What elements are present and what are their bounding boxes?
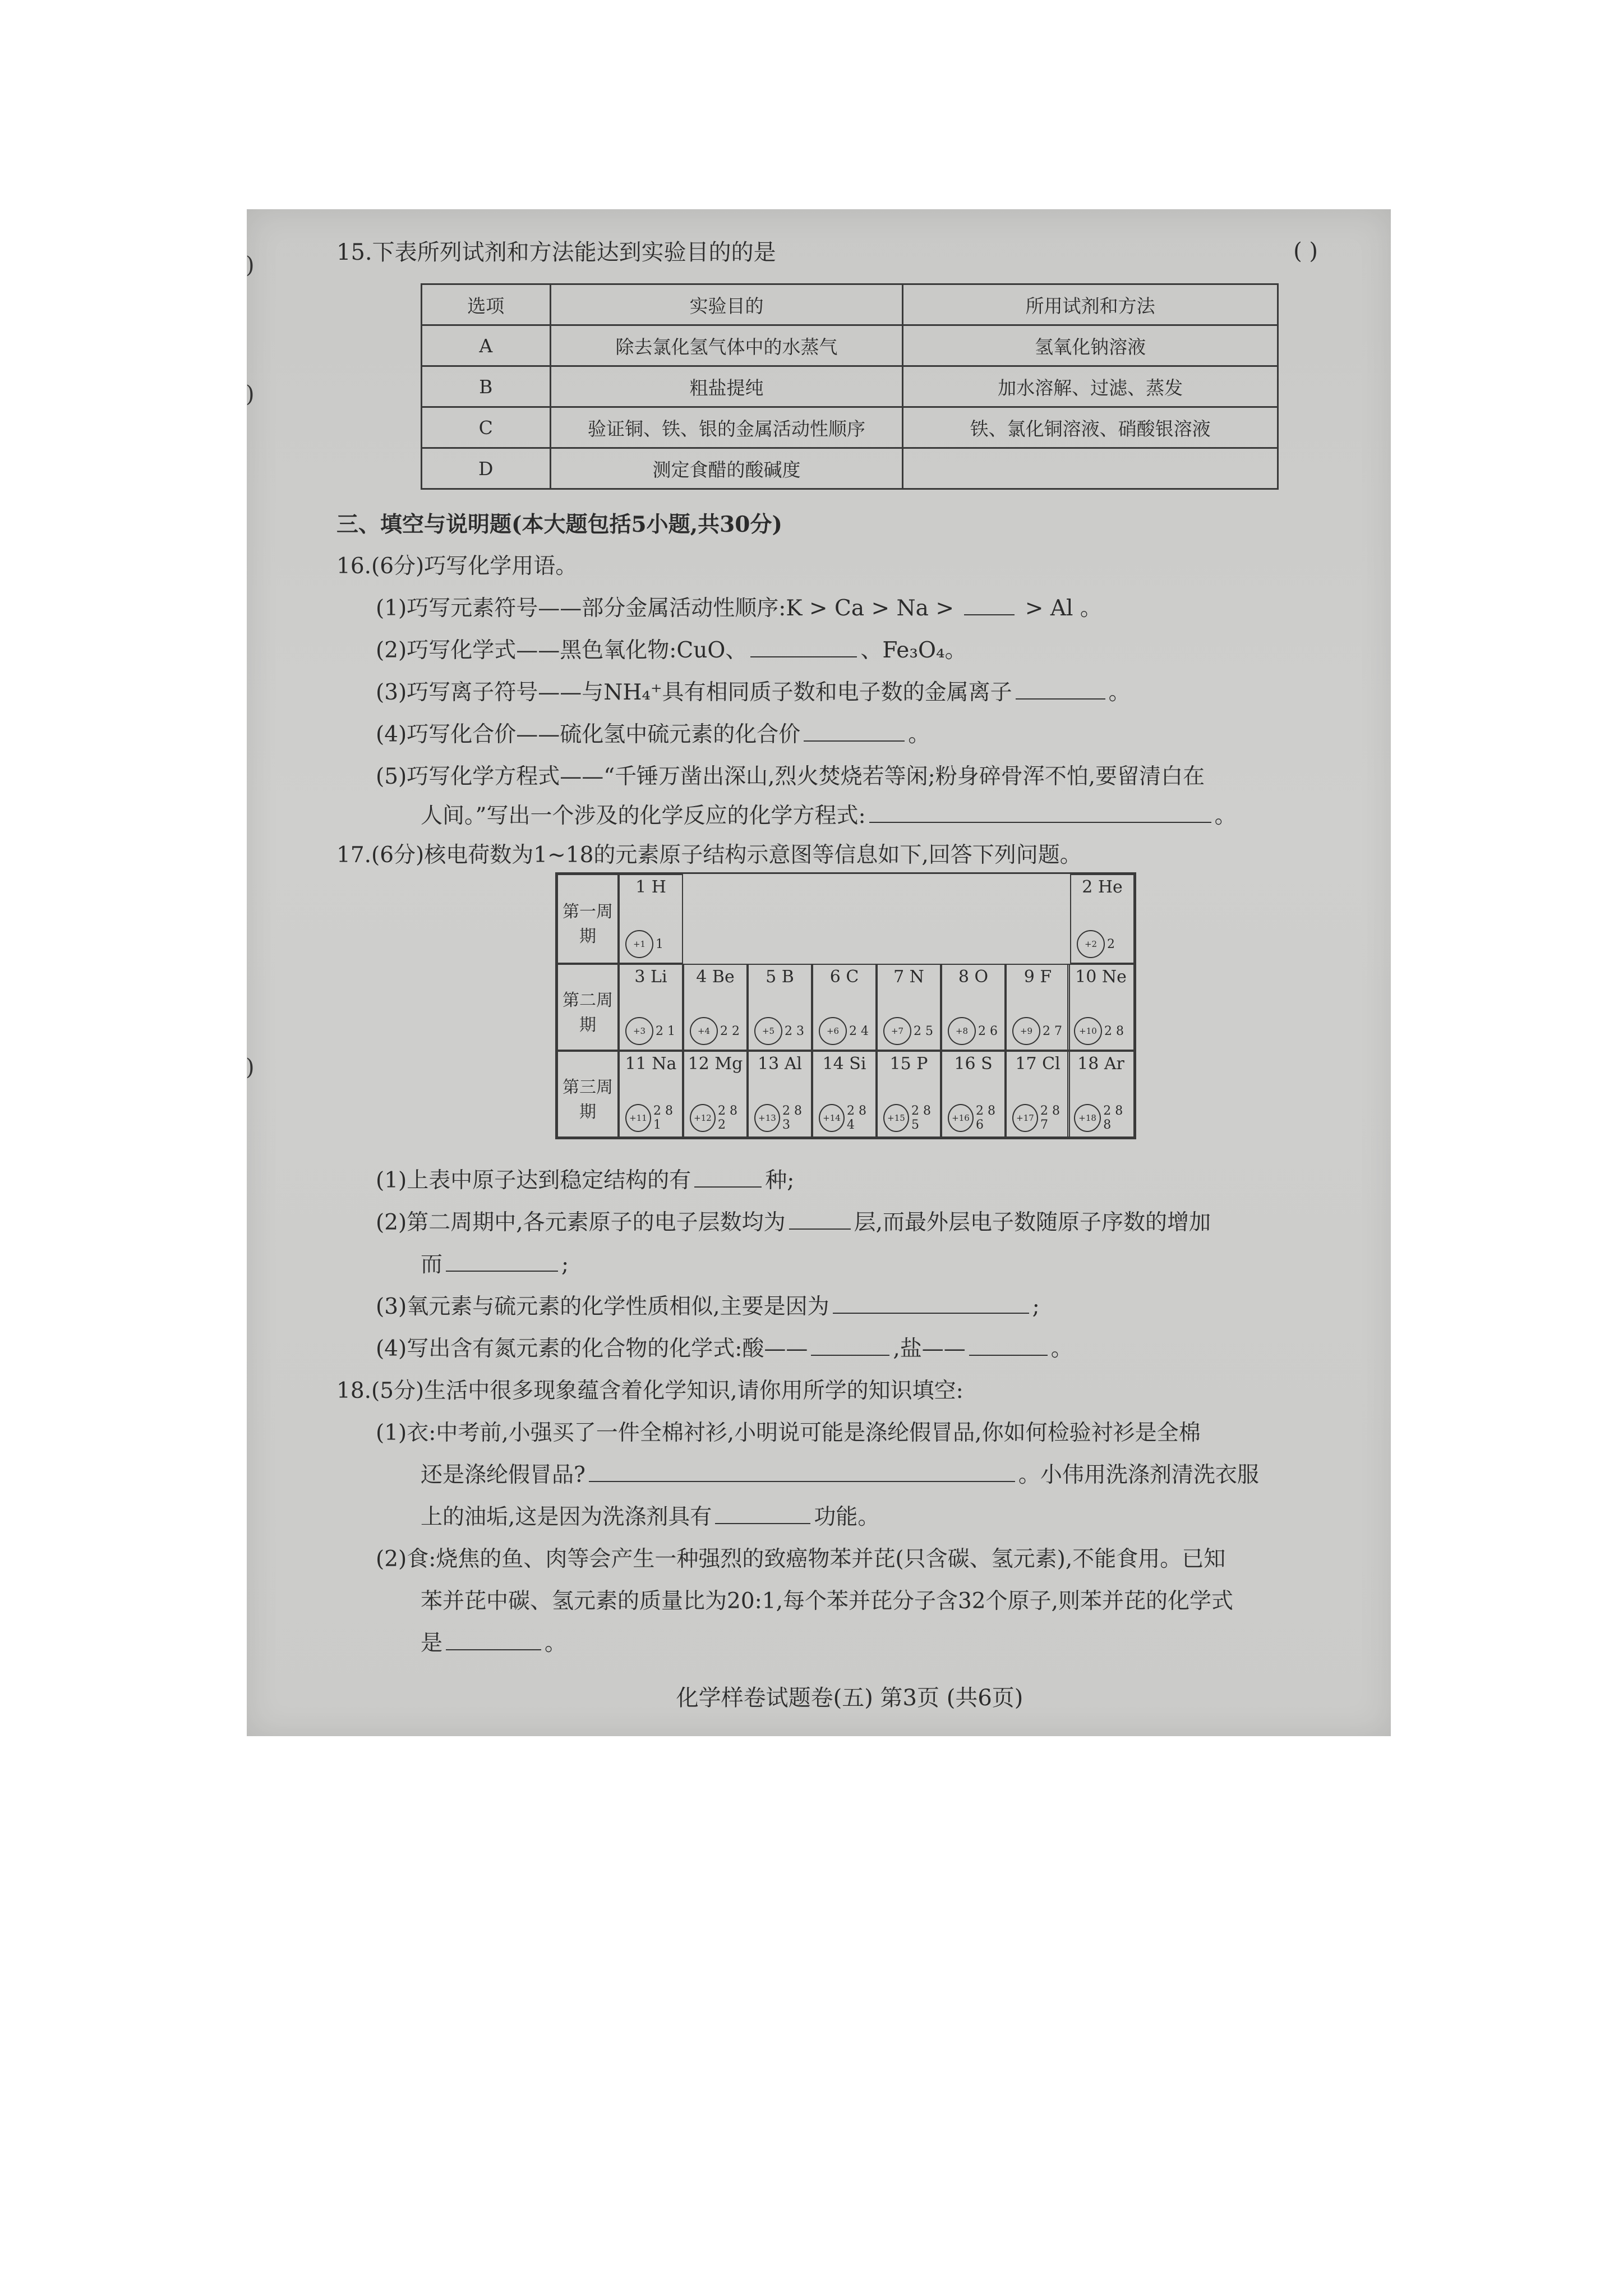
table-cell: B xyxy=(422,366,551,407)
electron-shells: 2 4 xyxy=(849,1024,869,1038)
element-name: 6 C xyxy=(829,967,859,987)
q17-item: (3)氧元素与硫元素的化学性质相似,主要是因为 ; xyxy=(376,1294,1040,1319)
q18-item: 是 。 xyxy=(421,1631,567,1656)
periodic-table xyxy=(555,872,1136,1139)
element-name: 17 Cl xyxy=(1015,1054,1061,1074)
atom-diagram xyxy=(1012,1104,1069,1132)
table-header: 所用试剂和方法 xyxy=(903,284,1278,325)
atom-diagram xyxy=(948,1104,1004,1132)
atom-diagram xyxy=(690,1017,740,1045)
element-name: 12 Mg xyxy=(688,1054,743,1074)
edge-mark: ) xyxy=(246,252,255,278)
nucleus: +9 xyxy=(1012,1017,1040,1045)
atom-diagram xyxy=(883,1104,940,1132)
element-name: 15 P xyxy=(889,1054,928,1074)
atom-diagram xyxy=(1077,930,1115,958)
table-cell: 除去氯化氢气体中的水蒸气 xyxy=(550,325,903,366)
electron-shells: 2 xyxy=(1107,937,1115,951)
electron-shells: 2 8 5 xyxy=(911,1104,931,1132)
table-row xyxy=(422,366,1278,407)
answer-blank[interactable] xyxy=(589,1462,1015,1482)
answer-blank[interactable] xyxy=(969,1336,1048,1356)
element-name: 13 Al xyxy=(758,1054,802,1074)
period-label: 第二周期 xyxy=(557,964,619,1051)
table-cell: D xyxy=(422,448,551,489)
answer-blank[interactable] xyxy=(811,1336,889,1356)
nucleus: +4 xyxy=(690,1017,718,1045)
q18-item: 上的油垢,这是因为洗涤剂具有 功能。 xyxy=(421,1504,880,1530)
nucleus: +18 xyxy=(1074,1104,1101,1132)
element-name: 18 Ar xyxy=(1077,1054,1124,1074)
edge-mark: ) xyxy=(246,1055,255,1080)
answer-blank[interactable] xyxy=(1016,679,1105,700)
q18-item: (2)食:烧焦的鱼、肉等会产生一种强烈的致癌物苯并芘(只含碳、氢元素),不能食用。已知 xyxy=(376,1547,1226,1572)
answer-blank[interactable] xyxy=(804,721,905,742)
table-header: 选项 xyxy=(422,284,551,325)
q17-item: (1)上表中原子达到稳定结构的有 种; xyxy=(376,1168,795,1193)
atom-diagram xyxy=(1074,1104,1133,1132)
element-cell xyxy=(877,1051,941,1138)
nucleus: +5 xyxy=(754,1017,782,1045)
element-cell xyxy=(748,1051,812,1138)
q18-item: 苯并芘中碳、氢元素的质量比为20:1,每个苯并芘分子含32个原子,则苯并芘的化学式 xyxy=(421,1589,1233,1614)
table-row xyxy=(422,407,1278,448)
element-name: 8 O xyxy=(958,967,989,987)
atom-diagram xyxy=(754,1104,811,1132)
element-name: 1 H xyxy=(635,877,666,897)
q16-item: 人间。”写出一个涉及的化学反应的化学方程式: 。 xyxy=(421,803,1237,829)
electron-shells: 2 8 4 xyxy=(846,1104,866,1132)
electron-shells: 2 8 1 xyxy=(653,1104,673,1132)
nucleus: +14 xyxy=(819,1104,845,1132)
q17-item: (2)第二周期中,各元素原子的电子层数均为 层,而最外层电子数随原子序数的增加 xyxy=(376,1210,1211,1235)
nucleus: +12 xyxy=(690,1104,716,1132)
element-cell xyxy=(812,964,877,1051)
electron-shells: 2 8 xyxy=(1104,1024,1124,1038)
electron-shells: 2 6 xyxy=(978,1024,998,1038)
table-row xyxy=(422,325,1278,366)
answer-blank[interactable] xyxy=(789,1209,851,1230)
q16-item: (1)巧写元素符号——部分金属活动性顺序:K > Ca > Na > > Al 。 xyxy=(376,596,1102,621)
electron-shells: 2 7 xyxy=(1043,1024,1062,1038)
atom-diagram xyxy=(1012,1017,1062,1045)
table-row xyxy=(422,448,1278,489)
atom-diagram xyxy=(883,1017,933,1045)
table-cell: 加水溶解、过滤、蒸发 xyxy=(903,366,1278,407)
atom-diagram xyxy=(948,1017,998,1045)
answer-blank[interactable] xyxy=(694,1167,762,1188)
element-name: 5 B xyxy=(766,967,794,987)
nucleus: +16 xyxy=(948,1104,974,1132)
nucleus: +3 xyxy=(625,1017,653,1045)
atom-diagram xyxy=(690,1104,746,1132)
table-cell: 氢氧化钠溶液 xyxy=(903,325,1278,366)
table-header-row xyxy=(422,284,1278,325)
element-cell xyxy=(683,964,748,1051)
table-cell: C xyxy=(422,407,551,448)
nucleus: +6 xyxy=(819,1017,847,1045)
answer-blank[interactable] xyxy=(750,637,857,657)
q16-item: (2)巧写化学式——黑色氧化物:CuO、 、Fe₃O₄。 xyxy=(376,638,967,663)
element-cell xyxy=(1006,964,1070,1051)
q16-item: (5)巧写化学方程式——“千锤万凿出深山,烈火焚烧若等闲;粉身碎骨浑不怕,要留清白在 xyxy=(376,764,1205,789)
q16-title: 16.(6分)巧写化学用语。 xyxy=(336,554,578,579)
electron-shells: 1 xyxy=(656,937,663,951)
element-cell xyxy=(1067,1051,1135,1138)
atom-diagram xyxy=(625,1104,682,1132)
element-name: 9 F xyxy=(1023,967,1052,987)
atom-diagram xyxy=(625,1017,675,1045)
q18-title: 18.(5分)生活中很多现象蕴含着化学知识,请你用所学的知识填空: xyxy=(336,1378,963,1404)
element-cell xyxy=(748,964,812,1051)
table-cell xyxy=(903,448,1278,489)
nucleus: +17 xyxy=(1012,1104,1038,1132)
answer-blank[interactable] xyxy=(446,1630,541,1650)
element-cell xyxy=(683,1051,748,1138)
element-cell xyxy=(619,874,683,964)
nucleus: +7 xyxy=(883,1017,911,1045)
table-cell: 测定食醋的酸碱度 xyxy=(550,448,903,489)
element-name: 11 Na xyxy=(625,1054,677,1074)
table-cell: 铁、氯化铜溶液、硝酸银溶液 xyxy=(903,407,1278,448)
element-cell xyxy=(1070,874,1135,964)
element-cell xyxy=(941,1051,1006,1138)
nucleus: +15 xyxy=(883,1104,909,1132)
q17-item: 而 ; xyxy=(421,1252,569,1277)
nucleus: +2 xyxy=(1077,930,1105,958)
electron-shells: 2 8 8 xyxy=(1103,1104,1123,1132)
nucleus: +1 xyxy=(625,930,653,958)
element-name: 7 N xyxy=(893,967,924,987)
electron-shells: 2 1 xyxy=(656,1024,675,1038)
q18-item: (1)衣:中考前,小强买了一件全棉衬衫,小明说可能是涤纶假冒品,你如何检验衬衫是全棉 xyxy=(376,1420,1201,1446)
element-cell xyxy=(1006,1051,1070,1138)
element-cell xyxy=(877,964,941,1051)
period-label: 第三周期 xyxy=(557,1051,619,1138)
q18-item: 还是涤纶假冒品? 。小伟用洗涤剂清洗衣服 xyxy=(421,1462,1259,1488)
element-cell xyxy=(812,1051,877,1138)
atom-diagram xyxy=(819,1017,869,1045)
atom-diagram xyxy=(819,1104,875,1132)
nucleus: +13 xyxy=(754,1104,780,1132)
element-cell xyxy=(619,964,683,1051)
period-label: 第一周期 xyxy=(557,874,619,964)
answer-blank[interactable] xyxy=(833,1294,1029,1314)
q15-title: 15.下表所列试剂和方法能达到实验目的的是 xyxy=(336,240,776,265)
electron-shells: 2 8 2 xyxy=(717,1104,737,1132)
edge-mark: ) xyxy=(246,381,255,407)
answer-blank[interactable] xyxy=(446,1251,558,1272)
atom-diagram xyxy=(1074,1017,1124,1045)
electron-shells: 2 8 7 xyxy=(1040,1104,1060,1132)
table-cell: 验证铜、铁、银的金属活动性顺序 xyxy=(550,407,903,448)
element-name: 2 He xyxy=(1082,877,1123,897)
atom-diagram xyxy=(625,930,663,958)
atom-diagram xyxy=(754,1017,804,1045)
electron-shells: 2 5 xyxy=(914,1024,933,1038)
answer-paren: ( ) xyxy=(1293,238,1318,264)
answer-blank[interactable] xyxy=(964,595,1015,615)
q16-item: (4)巧写化合价——硫化氢中硫元素的化合价 。 xyxy=(376,722,930,747)
section-heading: 三、填空与说明题(本大题包括5小题,共30分) xyxy=(336,512,782,537)
electron-shells: 2 2 xyxy=(720,1024,740,1038)
table-cell: 粗盐提纯 xyxy=(550,366,903,407)
element-name: 10 Ne xyxy=(1075,967,1127,987)
electron-shells: 2 3 xyxy=(785,1024,804,1038)
q17-item: (4)写出含有氮元素的化合物的化学式:酸—— ,盐—— 。 xyxy=(376,1336,1073,1361)
element-cell xyxy=(941,964,1006,1051)
element-name: 4 Be xyxy=(696,967,735,987)
experiment-table xyxy=(421,283,1279,490)
answer-blank[interactable] xyxy=(715,1504,810,1524)
page-footer: 化学样卷试题卷(五) 第3页 (共6页) xyxy=(676,1685,1023,1711)
table-cell: A xyxy=(422,325,551,366)
element-name: 3 Li xyxy=(634,967,667,987)
electron-shells: 2 8 3 xyxy=(782,1104,802,1132)
q17-title: 17.(6分)核电荷数为1~18的元素原子结构示意图等信息如下,回答下列问题。 xyxy=(336,843,1082,868)
element-cell xyxy=(619,1051,683,1138)
element-name: 16 S xyxy=(954,1054,993,1074)
table-header: 实验目的 xyxy=(550,284,903,325)
element-cell xyxy=(1067,964,1135,1051)
nucleus: +8 xyxy=(948,1017,976,1045)
electron-shells: 2 8 6 xyxy=(975,1104,995,1132)
nucleus: +11 xyxy=(625,1104,651,1132)
element-name: 14 Si xyxy=(822,1054,866,1074)
answer-blank[interactable] xyxy=(869,803,1211,823)
q16-item: (3)巧写离子符号——与NH₄⁺具有相同质子数和电子数的金属离子 。 xyxy=(376,680,1131,705)
nucleus: +10 xyxy=(1074,1017,1102,1045)
